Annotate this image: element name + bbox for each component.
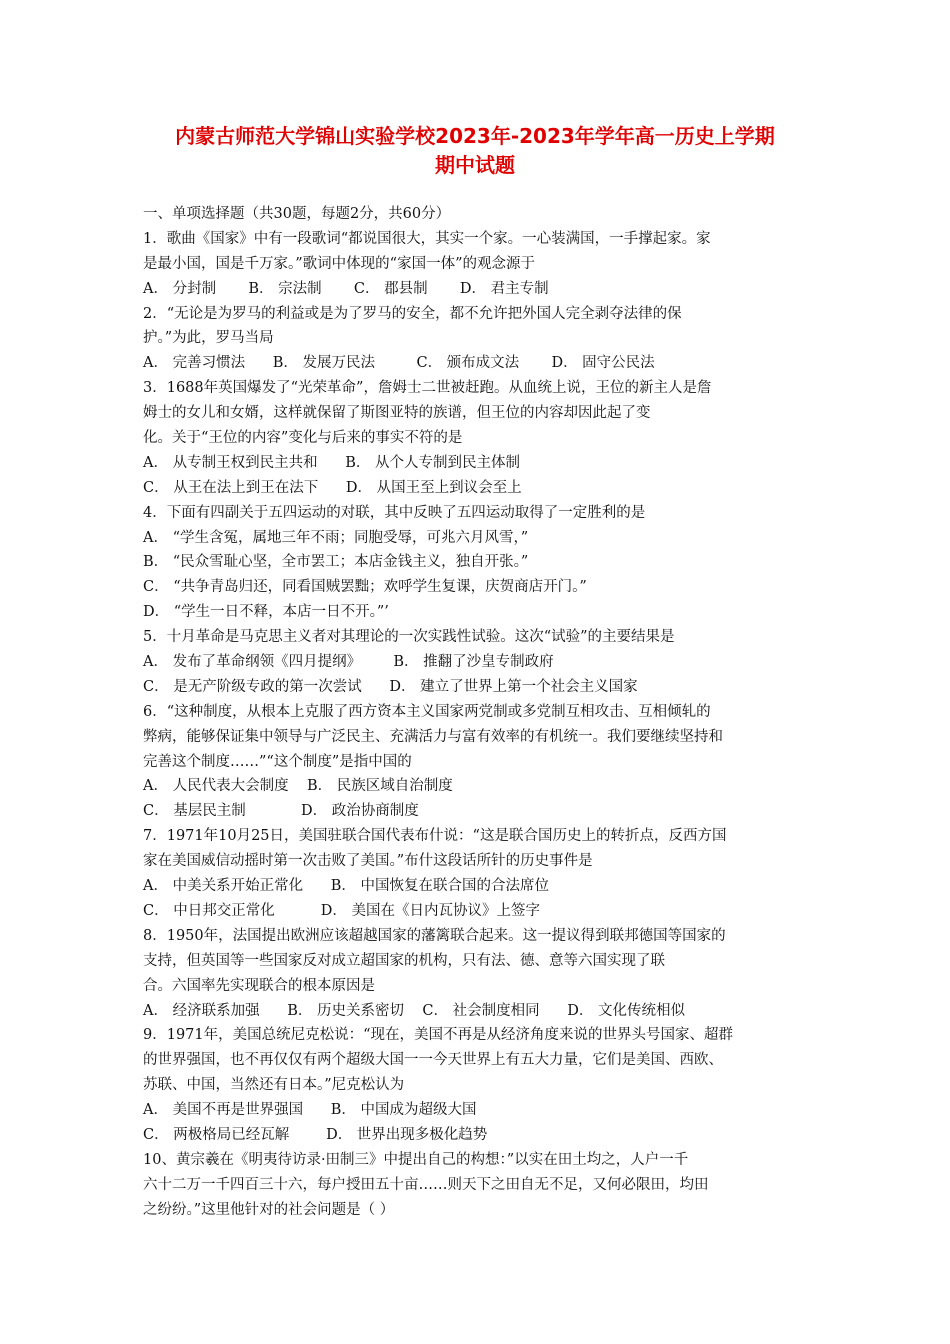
title-line-2: 期中试题: [435, 153, 515, 177]
q1-options: A． 分封制 B． 宗法制 C． 郡县制 D． 君主专制: [143, 280, 549, 297]
q7-stem-line-1: 7．1971年10月25日，美国驻联合国代表布什说：“这是联合国历史上的转折点，反西方国: [143, 828, 727, 845]
q4-option-d: D． “学生一日不释，本店一日不开。”’: [143, 604, 389, 621]
document-body: [143, 202, 813, 1223]
q9-stem-line-2: 的世界强国，也不再仅仅有两个超级大国一一今天世界上有五大力量，它们是美国、西欧、: [143, 1052, 723, 1069]
q8-stem-line-2: 支持，但英国等一些国家反对成立超国家的机构，只有法、德、意等六国实现了联: [143, 952, 665, 969]
q9-stem-line-1: 9．1971年，美国总统尼克松说：“现在，美国不再是从经济角度来说的世界头号国家、超群: [143, 1027, 734, 1044]
q8-stem-line-1: 8．1950年，法国提出欧洲应该超越国家的藩篱联合起来。这一提议得到联邦德国等国家的: [143, 927, 726, 944]
document-title: [120, 122, 830, 180]
q3-stem-line-3: 化。关于“王位的内容”变化与后来的事实不符的是: [143, 430, 463, 447]
q8-stem-line-3: 合。六国率先实现联合的根本原因是: [143, 977, 375, 994]
q6-options-cd: C． 基层民主制 D． 政治协商制度: [143, 803, 419, 820]
q4-option-c: C． “共争青岛归还，同看国贼罢黜；欢呼学生复课，庆贺商店开门。”: [143, 579, 587, 596]
q5-stem: 5．十月革命是马克思主义者对其理论的一次实践性试验。这次“试验”的主要结果是: [143, 629, 675, 646]
q1-stem-line-1: 1．歌曲《国家》中有一段歌词“都说国很大，其实一个家。一心装满国，一手撑起家。家: [143, 230, 711, 247]
title-line-1: 内蒙古师范大学锦山实验学校2023年-2023年学年高一历史上学期: [175, 124, 775, 148]
section-heading: 一、单项选择题（共30题，每题2分，共60分）: [143, 206, 451, 222]
q7-options-cd: C． 中日邦交正常化 D． 美国在《日内瓦协议》上签字: [143, 902, 541, 919]
q2-stem-line-1: 2．“无论是为罗马的利益或是为了罗马的安全，都不允许把外国人完全剥夺法律的保: [143, 305, 682, 322]
q10-stem-line-2: 六十二万一千四百三十六，每户授田五十亩……则天下之田自无不足，又何必限田，均田: [143, 1176, 709, 1193]
q2-options: A． 完善习惯法 B． 发展万民法 C． 颁布成文法 D． 固守公民法: [143, 355, 655, 372]
q6-options-ab: A． 人民代表大会制度 B． 民族区域自治制度: [143, 778, 453, 795]
q5-options-cd: C． 是无产阶级专政的第一次尝试 D． 建立了世界上第一个社会主义国家: [143, 678, 638, 695]
q6-stem-line-3: 完善这个制度……”“这个制度”是指中国的: [143, 753, 412, 770]
q4-option-b: B． “民众雪耻心坚，全市罢工；本店金钱主义，独自开张。”: [143, 554, 529, 571]
q2-stem-line-2: 护。”为此，罗马当局: [143, 330, 274, 347]
q9-options-ab: A． 美国不再是世界强国 B． 中国成为超级大国: [143, 1102, 477, 1119]
q9-stem-line-3: 苏联、中国，当然还有日本。”尼克松认为: [143, 1077, 405, 1094]
q4-option-a: A． “学生含冤，属地三年不雨；同胞受辱，可兆六月风雪，”: [143, 529, 529, 546]
q3-options-cd: C． 从王在法上到王在法下 D． 从国王至上到议会至上: [143, 479, 522, 496]
q8-options: A． 经济联系加强 B． 历史关系密切 C． 社会制度相同 D． 文化传统相似: [143, 1002, 686, 1019]
q9-options-cd: C． 两极格局已经瓦解 D． 世界出现多极化趋势: [143, 1126, 488, 1143]
q10-stem-line-1: 10、黄宗羲在《明夷待访录·田制三》中提出自己的构想：”以实在田土均之，人户一千: [143, 1151, 689, 1168]
q7-stem-line-2: 家在美国威信动摇时第一次击败了美国。”布什这段话所针的历史事件是: [143, 853, 593, 870]
q3-options-ab: A． 从专制王权到民主共和 B． 从个人专制到民主体制: [143, 454, 520, 471]
q7-options-ab: A． 中美关系开始正常化 B． 中国恢复在联合国的合法席位: [143, 878, 549, 895]
q10-stem-line-3: 之纷纷。”这里他针对的社会问题是（ ）: [143, 1201, 395, 1218]
q6-stem-line-1: 6．“这种制度，从根本上克服了西方资本主义国家两党制或多党制互相攻击、互相倾轧的: [143, 703, 711, 720]
q3-stem-line-1: 3．1688年英国爆发了“光荣革命”，詹姆士二世被赶跑。从血统上说，王位的新主人是詹: [143, 380, 712, 397]
q1-stem-line-2: 是最小国，国是千万家。”歌词中体现的“家国一体”的观念源于: [143, 255, 535, 272]
q6-stem-line-2: 弊病，能够保证集中领导与广泛民主、充满活力与富有效率的有机统一。我们要继续坚持和: [143, 728, 723, 745]
q3-stem-line-2: 姆士的女儿和女婿，这样就保留了斯图亚特的族谱，但王位的内容却因此起了变: [143, 405, 651, 422]
q5-options-ab: A． 发布了革命纲领《四月提纲》 B． 推翻了沙皇专制政府: [143, 654, 554, 671]
q4-stem: 4．下面有四副关于五四运动的对联，其中反映了五四运动取得了一定胜利的是: [143, 504, 646, 521]
